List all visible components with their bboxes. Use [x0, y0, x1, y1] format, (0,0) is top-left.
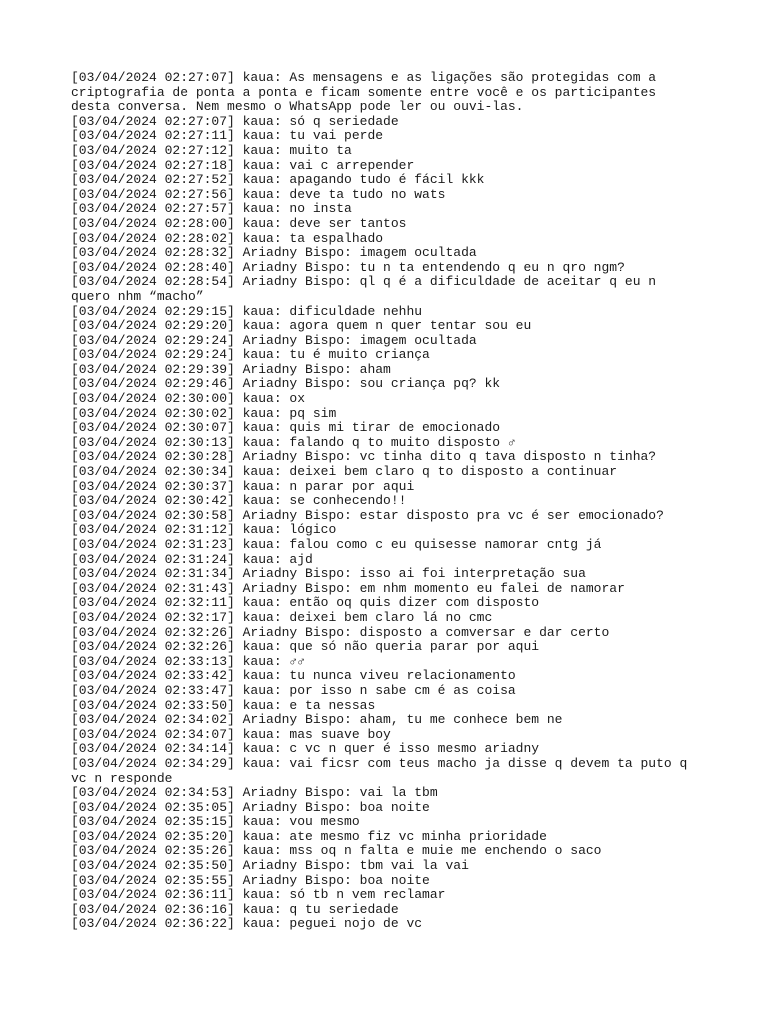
chat-transcript — [71, 71, 701, 932]
chat-message-line: [03/04/2024 02:29:24] kaua: tu é muito criança — [71, 347, 430, 363]
chat-message-line: [03/04/2024 02:27:12] kaua: muito ta — [71, 142, 352, 158]
chat-message-line: [03/04/2024 02:30:07] kaua: quis mi tirar de emocionado — [71, 420, 501, 436]
chat-message-line: [03/04/2024 02:29:39] Ariadny Bispo: aham — [71, 361, 391, 377]
chat-message-line: [03/04/2024 02:30:13] kaua: falando q to muito disposto ♂ — [71, 434, 516, 450]
chat-message-line: [03/04/2024 02:30:58] Ariadny Bispo: estar disposto pra vc é ser emocionado? — [71, 507, 664, 523]
chat-message-line: [03/04/2024 02:28:32] Ariadny Bispo: imagem ocultada — [71, 245, 477, 261]
chat-message-line: [03/04/2024 02:32:17] kaua: deixei bem claro lá no cmc — [71, 609, 493, 625]
chat-message-line: [03/04/2024 02:29:20] kaua: agora quem n quer tentar sou eu — [71, 318, 532, 334]
chat-message-line: [03/04/2024 02:32:26] kaua: que só não queria parar por aqui — [71, 639, 540, 655]
chat-message-line: [03/04/2024 02:34:07] kaua: mas suave boy — [71, 726, 391, 742]
chat-message-line: [03/04/2024 02:34:14] kaua: c vc n quer é isso mesmo ariadny — [71, 741, 540, 757]
chat-message-line: [03/04/2024 02:36:11] kaua: só tb n vem reclamar — [71, 887, 446, 903]
chat-message-line: [03/04/2024 02:33:42] kaua: tu nunca viveu relacionamento — [71, 668, 516, 684]
chat-message-line: [03/04/2024 02:35:50] Ariadny Bispo: tbm vai la vai — [71, 858, 469, 874]
chat-message-line: [03/04/2024 02:27:56] kaua: deve ta tudo no wats — [71, 186, 446, 202]
chat-message-line: [03/04/2024 02:33:13] kaua: ♂♂ — [71, 653, 306, 669]
chat-message-line: [03/04/2024 02:36:16] kaua: q tu seriedade — [71, 901, 399, 917]
chat-message-line: [03/04/2024 02:33:47] kaua: por isso n sabe cm é as coisa — [71, 682, 516, 698]
chat-message-line: [03/04/2024 02:28:54] Ariadny Bispo: ql q é a dificuldade de aceitar q eu n quero nhm “macho” — [71, 274, 664, 304]
chat-message-line: [03/04/2024 02:35:20] kaua: ate mesmo fiz vc minha prioridade — [71, 828, 547, 844]
chat-message-line: [03/04/2024 02:31:12] kaua: lógico — [71, 522, 337, 538]
chat-message-line: [03/04/2024 02:32:11] kaua: então oq quis dizer com disposto — [71, 595, 540, 611]
chat-message-line: [03/04/2024 02:35:15] kaua: vou mesmo — [71, 814, 360, 830]
chat-message-line: [03/04/2024 02:32:26] Ariadny Bispo: disposto a comversar e dar certo — [71, 624, 610, 640]
chat-message-line: [03/04/2024 02:27:57] kaua: no insta — [71, 201, 352, 217]
chat-message-line: [03/04/2024 02:27:07] kaua: As mensagens e as ligações são protegidas com a criptografia de ponta a ponta e ficam somente entre você e os participantes desta conversa. Nem mesmo o WhatsApp pode ler ou ouvi-las. — [71, 70, 664, 115]
chat-message-line: [03/04/2024 02:27:18] kaua: vai c arrepender — [71, 157, 415, 173]
chat-message-line: [03/04/2024 02:30:28] Ariadny Bispo: vc tinha dito q tava disposto n tinha? — [71, 449, 657, 465]
chat-message-line: [03/04/2024 02:35:26] kaua: mss oq n falta e muie me enchendo o saco — [71, 843, 602, 859]
chat-message-line: [03/04/2024 02:35:55] Ariadny Bispo: boa noite — [71, 872, 430, 888]
chat-message-line: [03/04/2024 02:31:24] kaua: ajd — [71, 551, 313, 567]
chat-message-line: [03/04/2024 02:29:24] Ariadny Bispo: imagem ocultada — [71, 332, 477, 348]
chat-message-line: [03/04/2024 02:30:00] kaua: ox — [71, 391, 306, 407]
chat-message-line: [03/04/2024 02:30:42] kaua: se conhecendo!! — [71, 493, 407, 509]
chat-message-line: [03/04/2024 02:31:34] Ariadny Bispo: isso ai foi interpretação sua — [71, 566, 586, 582]
chat-message-line: [03/04/2024 02:27:52] kaua: apagando tudo é fácil kkk — [71, 172, 485, 188]
chat-message-line: [03/04/2024 02:30:34] kaua: deixei bem claro q to disposto a continuar — [71, 464, 618, 480]
chat-message-line: [03/04/2024 02:35:05] Ariadny Bispo: boa noite — [71, 799, 430, 815]
chat-message-line: [03/04/2024 02:29:46] Ariadny Bispo: sou criança pq? kk — [71, 376, 501, 392]
chat-message-line: [03/04/2024 02:30:37] kaua: n parar por aqui — [71, 478, 415, 494]
chat-message-line: [03/04/2024 02:28:40] Ariadny Bispo: tu n ta entendendo q eu n qro ngm? — [71, 259, 625, 275]
chat-message-line: [03/04/2024 02:28:00] kaua: deve ser tantos — [71, 215, 407, 231]
chat-message-line: [03/04/2024 02:34:02] Ariadny Bispo: aham, tu me conhece bem ne — [71, 712, 563, 728]
chat-message-line: [03/04/2024 02:34:29] kaua: vai ficsr com teus macho ja disse q devem ta puto q vc n responde — [71, 755, 696, 786]
chat-message-line: [03/04/2024 02:28:02] kaua: ta espalhado — [71, 230, 384, 246]
chat-message-line: [03/04/2024 02:34:53] Ariadny Bispo: vai la tbm — [71, 785, 438, 801]
chat-message-line: [03/04/2024 02:29:15] kaua: dificuldade nehhu — [71, 303, 423, 319]
chat-message-line: [03/04/2024 02:30:02] kaua: pq sim — [71, 405, 337, 421]
chat-message-line: [03/04/2024 02:31:23] kaua: falou como c eu quisesse namorar cntg já — [71, 537, 602, 552]
chat-message-line: [03/04/2024 02:31:43] Ariadny Bispo: em nhm momento eu falei de namorar — [71, 580, 625, 596]
chat-message-line: [03/04/2024 02:27:11] kaua: tu vai perde — [71, 128, 384, 144]
chat-message-line: [03/04/2024 02:27:07] kaua: só q seriedade — [71, 113, 399, 129]
chat-message-line: [03/04/2024 02:33:50] kaua: e ta nessas — [71, 697, 376, 713]
chat-message-line: [03/04/2024 02:36:22] kaua: peguei nojo de vc — [71, 916, 423, 932]
